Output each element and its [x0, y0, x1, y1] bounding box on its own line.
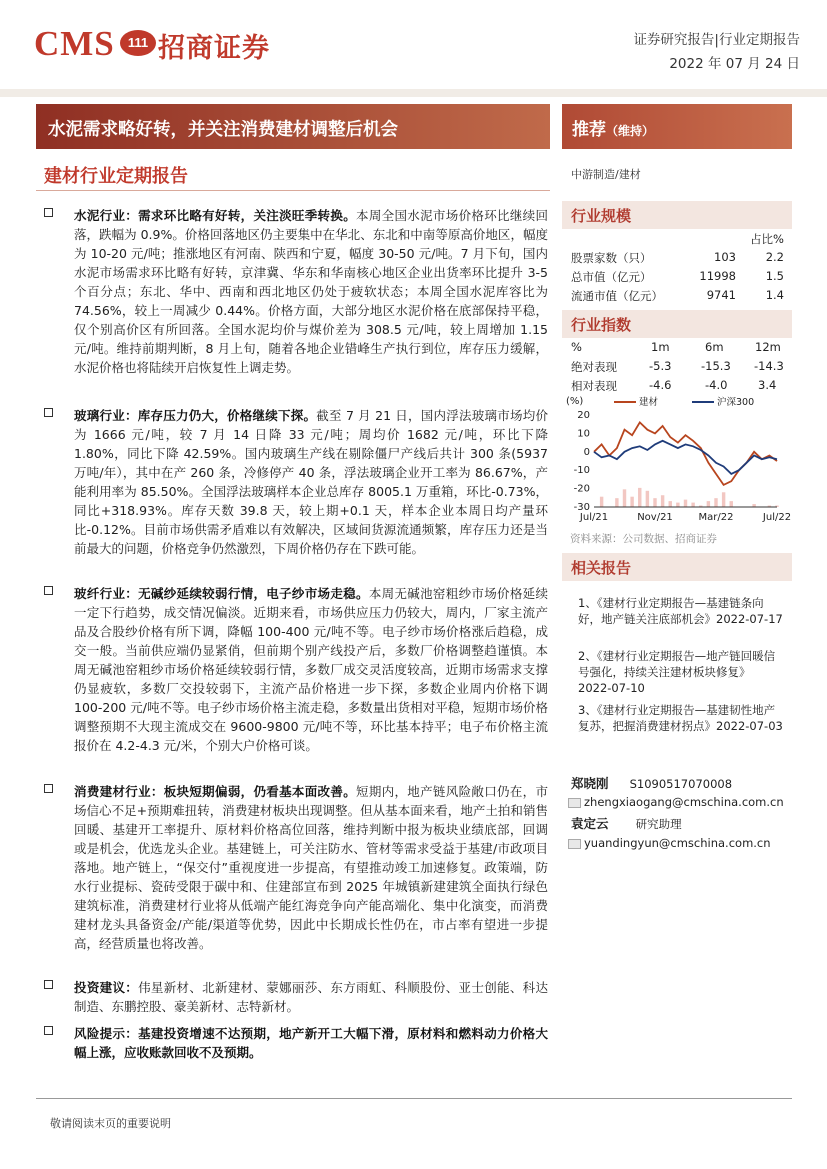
- analyst-2: [571, 813, 682, 832]
- rating-sub: （维持）: [606, 124, 655, 138]
- relative-bar: [615, 498, 618, 507]
- para-body: 本周无碱池窑粗纱市场价格延续一定下行趋势，成交情况偏淡。近期来看，市场供应压力仍较大，周内，厂家主流产品及合股纱价格有所下调，降幅 100-400 元/吨不等。电子纱市场价格涨后趋稳，成交一般。当前供应端仍显紧俏，但前期个别产线投产后，多数厂价格调整趋谨慎。本周无碱池窑粗纱市场价格延续较弱行情，多数厂成交灵活度较高，近期市场需求支撑仍显疲软，多数厂交投较弱下，主流产品价格进一步下探，多数企业周内价格下调 100-200 元/吨不等。电子纱市场价格主流走稳，多数量出货相对平稳，短期市场价格调整预期不大现主流成交在 9600-9800 元/吨不等，环比基本持平；电子布价格主流报价在 4.2-4.3 元/米，个别大户价格可谈。: [74, 586, 548, 753]
- x-tick-label: Nov/21: [637, 512, 673, 523]
- para-body: 截至 7 月 21 日，国内浮法玻璃市场均价为 1666 元/吨，较 7 月 14 日降 33 元/吨；周均价 1682 元/吨，环比下降 1.80%，同比下降 42.59%。国内玻璃生产线在剔除僵尸产线后共计 300 条(5937 万吨/年），其中在产 260 条，冷修停产 40 条，浮法玻璃企业开工率为 86.67%，产能利用率为 85.50%。全国浮法玻璃样本企业总库存 8005.1 万重箱，环比-0.73%，同比+318.93%。库存天数 39.8 天，较上期+0.1 天，样本企业本周日均产量环比-0.12%。目前市场供需矛盾难以有效解决，区域间货源流通频繁，库存压力还是当前最大的问题，价格竞争仍然激烈，下周价格仍存在下跌可能。: [74, 408, 548, 556]
- relative-bar: [691, 503, 694, 507]
- performance-chart: [562, 395, 797, 530]
- para-body: 本周全国水泥市场价格环比继续回落，跌幅为 0.9%。价格回落地区仍主要集中在华北、东北和中南等原高价地区，幅度为 10-20 元/吨；推涨地区有河南、陕西和宁夏，幅度 30-50 元/吨。7 月下旬，国内水泥市场需求环比略有好转，京津冀、华东和华南核心地区企业出货率环比提升 3-5 个百分点；东北、华中、西南和西北地区仍处于疲软状态；本周全国水泥库容比为 74.56%，较上一周减少 0.44%。价格方面，大部分地区水泥价格在底部保持平稳，仅个别高价区有所回落。全国水泥均价与煤价差为 308.5 元/吨，较上周增加 1.15 元/吨。维持前期判断，8 月上旬，随着各地企业错峰生产执行到位，库存压力缓解，水泥价格也将陆续开启恢复性上调走势。: [74, 208, 548, 375]
- footer-rule: [36, 1098, 792, 1099]
- industry-scale-title: 行业规模: [571, 207, 632, 225]
- y-tick-label: -10: [573, 465, 590, 477]
- table-row: [571, 340, 786, 359]
- relative-bar: [646, 491, 649, 507]
- analyst-email[interactable]: yuandingyun@cmschina.com.cn: [584, 836, 771, 850]
- para-lead: 风险提示：基建投资增速不达预期，地产新开工大幅下滑，原材料和燃料动力价格大幅上涨，应收账款回收不及预期。: [74, 1026, 548, 1060]
- analyst-name: 郑晓刚: [571, 776, 609, 791]
- col-header-pct: 占比%: [750, 232, 784, 246]
- related-reports-title: 相关报告: [571, 559, 632, 577]
- para-lead: 投资建议：: [74, 980, 139, 995]
- analyst-1-email[interactable]: [568, 795, 784, 809]
- col-header: 6m: [705, 340, 724, 354]
- para-cement: [48, 206, 548, 377]
- analyst-license: S1090517070008: [629, 777, 733, 791]
- relative-bar: [684, 500, 687, 507]
- y-tick-label: 20: [577, 410, 590, 421]
- mail-icon: [568, 839, 581, 849]
- bullet-icon: [44, 408, 53, 417]
- related-reports-header: [562, 553, 792, 581]
- col-header: 12m: [755, 340, 781, 354]
- row-value: -4.0: [705, 378, 728, 392]
- x-tick-label: Jul/22: [762, 512, 792, 523]
- table-row: [571, 269, 786, 288]
- analyst-name: 袁定云: [571, 816, 609, 831]
- para-lead: 水泥行业：需求环比略有好转，关注淡旺季转换。: [74, 208, 357, 223]
- bullet-icon: [44, 1026, 53, 1035]
- chart-source: 资料来源：公司数据、招商证券: [570, 533, 717, 545]
- industry-index-header: [562, 310, 792, 338]
- para-body: 伟星新材、北新建材、蒙娜丽莎、东方雨虹、科顺股份、亚士创能、科达制造、东鹏控股、豪美新材、志特新材。: [74, 980, 548, 1014]
- para-risk: [48, 1024, 548, 1062]
- relative-bar: [714, 498, 717, 507]
- para-lead: 玻璃行业：库存压力仍大，价格继续下探。: [74, 408, 317, 423]
- logo-cms: CMS: [34, 24, 115, 63]
- logo-name-cn: 招商证券: [158, 33, 270, 64]
- report-date: 2022 年 07 月 24 日: [669, 56, 800, 72]
- relative-bar: [669, 501, 672, 507]
- row-label: 绝对表现: [571, 360, 617, 374]
- chart-svg: [562, 395, 797, 530]
- rating: [572, 115, 654, 140]
- y-tick-label: 10: [577, 428, 590, 440]
- table-row: [571, 359, 786, 378]
- row-value: -5.3: [649, 359, 672, 373]
- bullet-icon: [44, 586, 53, 595]
- report-title: 水泥需求略好转，并关注消费建材调整后机会: [48, 120, 398, 140]
- mail-icon: [568, 798, 581, 808]
- y-tick-label: -20: [573, 483, 590, 495]
- relative-bar: [676, 503, 679, 507]
- relative-bar: [722, 492, 725, 507]
- header-divider: [0, 89, 827, 97]
- sector-label: 中游制造/建材: [571, 168, 641, 181]
- y-tick-label: -30: [573, 502, 590, 513]
- para-lead: 消费建材行业：板块短期偏弱，仍看基本面改善。: [74, 784, 357, 799]
- row-value: 3.4: [758, 378, 777, 392]
- row-value: -15.3: [701, 359, 731, 373]
- industry-index-table: [571, 340, 786, 397]
- col-header: %: [571, 340, 582, 354]
- industry-scale-header: [562, 201, 792, 229]
- table-row: [571, 231, 786, 250]
- para-glass: [48, 406, 548, 558]
- row-label: 相对表现: [571, 379, 617, 393]
- row-pct: 1.4: [765, 288, 784, 302]
- report-subtitle: 建材行业定期报告: [44, 166, 188, 187]
- bullet-icon: [44, 208, 53, 217]
- para-lead: 玻纤行业：无碱纱延续较弱行情，电子纱市场走稳。: [74, 586, 369, 601]
- x-tick-label: Jul/21: [579, 512, 609, 523]
- col-header: 1m: [651, 340, 670, 354]
- relative-bar: [661, 495, 664, 507]
- analyst-1: [571, 773, 732, 792]
- relative-bar: [630, 497, 633, 507]
- row-pct: 2.2: [765, 250, 784, 264]
- legend-label: 沪深300: [717, 397, 755, 408]
- para-consumer-materials: [48, 782, 548, 953]
- para-body: 短期内，地产链风险敞口仍在，市场信心不足+预期难扭转，消费建材板块出现调整。但从基本面来看，地产土拍和销售回暖、基建开工率提升、原材料价格高位回落，维持判断中报为板块业绩底部，回调或是机会，优选龙头企业。基建链上，可关注防水、管材等需求受益于基建/市政项目落地。地产链上，“保交付”重视度进一步提高，有望推动竣工加速修复。政策端，防水行业提标、瓷砖受限于碳中和、住建部宣布到 2025 年城镇新建建筑全面执行绿色建筑标准，消费建材行业将从低端产能红海竞争向产能高端化、集中化演变，而消费建材龙头具备资金/产能/渠道等优势，因此中长期成长性仍在，市占率有望进一步提高，经营质量也将改善。: [74, 784, 548, 951]
- x-tick-label: Mar/22: [698, 512, 734, 523]
- y-tick-label: 0: [583, 446, 590, 458]
- rating-label: 推荐: [572, 120, 606, 140]
- footer-note: 敬请阅读末页的重要说明: [50, 1117, 171, 1130]
- row-pct: 1.5: [765, 269, 784, 283]
- bullet-icon: [44, 980, 53, 989]
- subtitle-rule: [36, 190, 550, 191]
- analyst-email[interactable]: zhengxiaogang@cmschina.com.cn: [584, 795, 784, 809]
- legend-label: 建材: [639, 397, 659, 408]
- row-value: 11998: [699, 269, 736, 283]
- relative-bar: [707, 501, 710, 507]
- row-value: -14.3: [754, 359, 784, 373]
- related-report-item[interactable]: 2、《建材行业定期报告—地产链回暖信号强化，持续关注建材板块修复》2022-07-10: [578, 649, 776, 695]
- para-investment: [48, 978, 548, 1016]
- analyst-role: 研究助理: [635, 817, 682, 831]
- logo-badge: 111: [120, 30, 156, 56]
- bullet-icon: [44, 784, 53, 793]
- industry-index-title: 行业指数: [571, 316, 632, 334]
- industry-scale-table: [571, 231, 786, 307]
- row-value: 103: [714, 250, 736, 264]
- report-type: 证券研究报告|行业定期报告: [633, 32, 800, 48]
- relative-bar: [653, 498, 656, 507]
- row-label: 流通市值（亿元）: [571, 289, 663, 303]
- table-row: [571, 250, 786, 269]
- analyst-2-email[interactable]: [568, 836, 771, 850]
- table-row: [571, 288, 786, 307]
- relative-bar: [730, 501, 733, 507]
- related-report-item[interactable]: 3、《建材行业定期报告—基建韧性地产复苏，把握消费建材拐点》2022-07-03: [578, 703, 783, 733]
- relative-bar: [600, 497, 603, 507]
- related-report-item[interactable]: 1、《建材行业定期报告—基建链条向好，地产链关注底部机会》2022-07-17: [578, 596, 783, 626]
- row-value: 9741: [706, 288, 736, 302]
- y-axis-label: (%): [566, 396, 584, 407]
- row-value: -4.6: [649, 378, 672, 392]
- row-label: 总市值（亿元）: [571, 270, 652, 284]
- relative-bar: [638, 488, 641, 507]
- relative-bar: [623, 489, 626, 507]
- row-label: 股票家数（只）: [571, 251, 652, 265]
- para-fiberglass: [48, 584, 548, 755]
